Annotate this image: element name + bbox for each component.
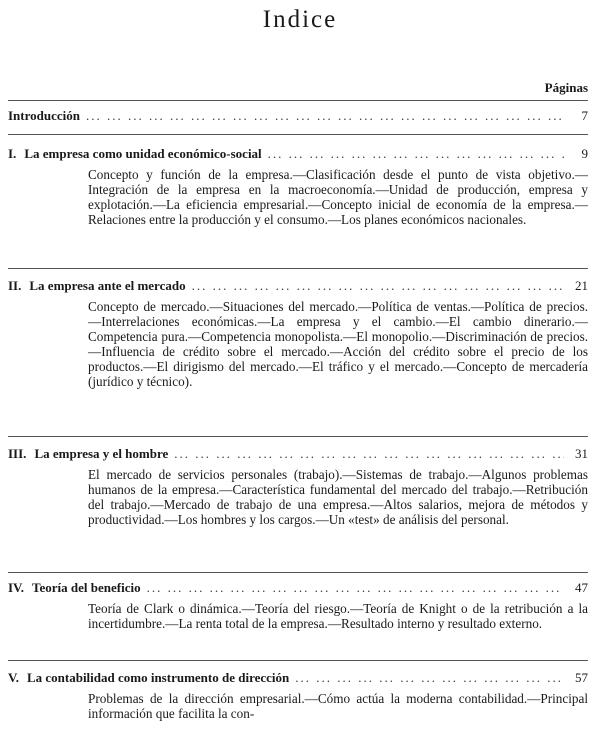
toc-entry-4 [8, 580, 588, 631]
divider [8, 660, 588, 661]
entry-page: 21 [575, 278, 588, 293]
entry-page: 31 [575, 446, 588, 461]
entry-number: IV. [8, 580, 25, 595]
toc-entry-2 [8, 278, 588, 389]
divider [8, 436, 588, 437]
dot-leader [295, 670, 564, 686]
entry-page: 9 [581, 146, 588, 161]
dot-leader [174, 446, 564, 462]
entry-title: La empresa como unidad económico-social [24, 146, 262, 161]
entry-page: 47 [575, 580, 588, 595]
entry-title: La empresa y el hombre [34, 446, 169, 461]
entry-description: El mercado de servicios personales (trabajo).—Sistemas de trabajo.—Algunos problemas humanos de la empresa.—Característica fundamental del mercado del trabajo.—Retribución del trabajo.—Mercado de trabajo de una empresa.—Altos salarios, mejora de métodos y productividad.—Los hombres y los cargos.—Un «test» de análisis del personal. [88, 467, 588, 527]
divider [8, 100, 588, 101]
dot-leader [86, 108, 564, 124]
divider [8, 572, 588, 573]
dot-leader [268, 146, 564, 162]
entry-title: Teoría del beneficio [32, 580, 141, 595]
dot-leader [147, 580, 564, 596]
toc-entry-5 [8, 670, 588, 721]
entry-number: II. [8, 278, 22, 293]
toc-entry-introduccion [8, 108, 588, 124]
entry-number: III. [8, 446, 27, 461]
dot-leader [192, 278, 564, 294]
entry-description: Teoría de Clark o dinámica.—Teoría del riesgo.—Teoría de Knight o de la retribución a la incertidumbre.—La renta total de la empresa.—Resultado interno y resultado externo. [88, 601, 588, 631]
entry-page: 57 [575, 670, 588, 685]
entry-title: La empresa ante el mercado [29, 278, 186, 293]
entry-description: Problemas de la dirección empresarial.—Cómo actúa la moderna contabilidad.—Principal información que facilita la con- [88, 691, 588, 721]
entry-description: Concepto de mercado.—Situaciones del mercado.—Política de ventas.—Política de precios.—Interrelaciones económicas.—La empresa y el cambio.—El cambio dinerario.—Competencia pura.—Competencia monopolista.—El monopolio.—Discriminación de precios.—Influencia de crédito sobre el mercado.—Acción del crédito sobre el precio de los productos.—El dirigismo del mercado.—El tráfico y el mercado.—Concepto de mercadería (jurídico y técnico). [88, 299, 588, 389]
entry-title: La contabilidad como instrumento de dirección [26, 670, 290, 685]
entry-title: Introducción [8, 108, 80, 123]
toc-entry-1 [8, 146, 588, 227]
entry-description: Concepto y función de la empresa.—Clasificación desde el punto de vista objetivo.—Integración de la empresa en la macroeconomía.—Unidad de producción, empresa y explotación.—La eficiencia empresarial.—Concepto inicial de economía de la empresa.—Relaciones entre la producción y el consumo.—Los planes económicos nacionales. [88, 167, 588, 227]
entry-page: 7 [581, 108, 588, 123]
entry-number: I. [8, 146, 17, 161]
pages-column-header: Páginas [544, 80, 588, 95]
entry-number: V. [8, 670, 19, 685]
toc-entry-3 [8, 446, 588, 527]
divider [8, 134, 588, 135]
page-title: Indice [262, 6, 338, 33]
divider [8, 268, 588, 269]
